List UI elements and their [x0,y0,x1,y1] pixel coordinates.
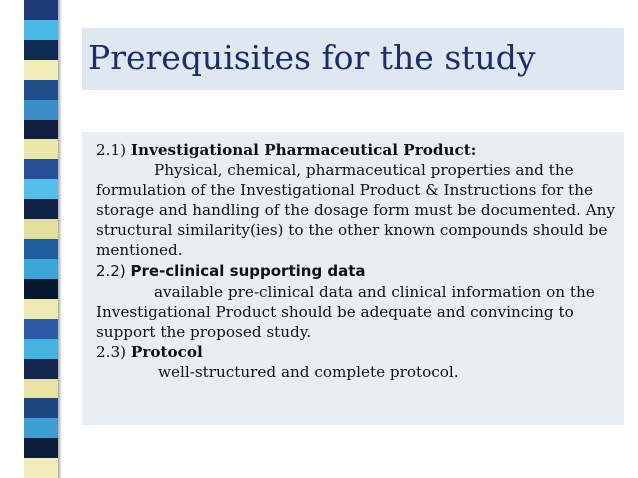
section-heading-2-1 [96,140,616,160]
strip-block [24,339,58,359]
slide-title: Prerequisites for the study [88,38,536,77]
strip-block [24,199,58,219]
strip-block [24,80,58,100]
section-number: 2.3) [96,343,127,361]
strip-block [24,379,58,399]
strip-block [24,359,58,379]
strip-block [24,120,58,140]
decorative-color-strip [24,0,58,478]
section-heading-2-3 [96,342,616,362]
strip-block [24,179,58,199]
section-heading-2-2 [96,260,616,282]
section-body: well-structured and complete protocol. [158,363,459,381]
strip-block [24,438,58,458]
strip-block [24,139,58,159]
strip-block [24,418,58,438]
strip-block [24,159,58,179]
strip-block [24,259,58,279]
strip-block [24,239,58,259]
strip-block [24,40,58,60]
strip-block [24,398,58,418]
strip-block [24,0,58,20]
strip-block [24,319,58,339]
section-number: 2.2) [96,262,126,280]
strip-block [24,299,58,319]
strip-block [24,219,58,239]
strip-block [24,279,58,299]
strip-block [24,458,58,478]
strip-block [24,60,58,80]
section-number: 2.1) [96,141,127,159]
strip-block [24,100,58,120]
section-title: Investigational Pharmaceutical Product: [130,141,477,159]
section-title: Pre-clinical supporting data [130,262,366,280]
section-body: available pre-clinical data and clinical information on the Investigational Product should be adequate and convincing to support the proposed study. [96,283,595,341]
strip-shadow [58,0,62,478]
section-title: Protocol [130,343,203,361]
section-body: Physical, chemical, pharmaceutical properties and the formulation of the Investigational Product & Instructions for the storage and handling of the dosage form must be documented. Any structural similarity(ies) to the other known compounds should be mentioned. [96,161,616,259]
slide-content [96,140,616,382]
strip-block [24,20,58,40]
